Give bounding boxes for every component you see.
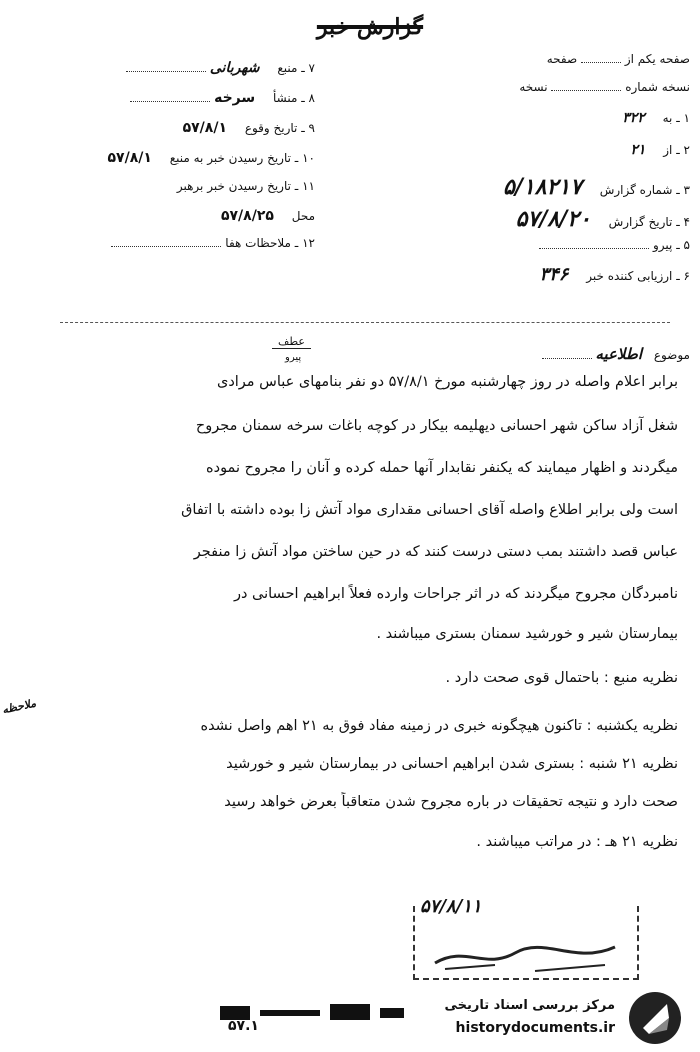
header-field-copy-number: نسخه شماره نسخه xyxy=(519,80,690,94)
body-line: نامبردگان مجروح میگردند که در اثر جراحات وارده فعلاً ابراهیم احسانی در xyxy=(233,586,678,602)
header-field-leader-receive-date: ۱۱ ـ تاریخ رسیدن خبر برهبر xyxy=(176,179,315,193)
body-line: برابر اعلام واصله در روز چهارشنبه مورخ ۵۷/۸/۱ دو نفر بنامهای عباس مرادی xyxy=(216,374,678,390)
peyro-label: پیرو xyxy=(285,352,302,363)
header-field-source-receive-date: ۱۰ ـ تاریخ رسیدن خبر به منبع ۵۷/۸/۱ xyxy=(107,150,315,166)
body-line: میگردند و اظهار میمایند که یکنفر نقابدار آنها حمله کرده و آنان را مجروح نموده xyxy=(206,460,678,476)
watermark-url: historydocuments.ir xyxy=(455,1020,615,1036)
analyst-note-line: صحت دارد و نتیجه تحقیقات در باره مجروح شدن متعاقباً بعرض خواهد رسید xyxy=(224,794,678,810)
archive-logo-icon xyxy=(627,990,683,1046)
header-field-evaluator: ۶ ـ ارزیابی کننده خبر ۳۴۶ xyxy=(539,264,690,285)
header-field-page: صفحه یکم از صفحه xyxy=(546,52,690,66)
watermark xyxy=(395,990,695,1045)
header-field-from: ۲ ـ از ۲۱ xyxy=(630,142,690,158)
header-field-remarks: ۱۲ ـ ملاحظات هفا xyxy=(5,236,315,250)
body-line: عباس قصد داشتند بمب دستی درست کنند که در حین ساختن مواد آتش زا منفجر xyxy=(193,544,678,560)
header-field-followup: ۵ ـ پیرو xyxy=(390,238,690,252)
stamp-date: ۵۷/۸/۱۱ xyxy=(420,896,482,917)
header-field-event-date: ۹ ـ تاریخ وقوع ۵۷/۸/۱ xyxy=(182,120,315,136)
atf-label: عطف xyxy=(272,335,311,349)
analyst-note-line: نظریه ۲۱ شنبه : بستری شدن ابراهیم احسانی در بیمارستان شیر و خورشید xyxy=(226,756,678,772)
body-line: است ولی برابر اطلاع واصله آقای احسانی مقداری مواد آتش زا بوده داشته با اتفاق xyxy=(181,502,678,518)
header-field-origin: ۸ ـ منشأ سرخه xyxy=(5,90,315,106)
header-field-to: ۱ ـ به ۳۲۲ xyxy=(622,110,690,126)
margin-handwriting: ملاحظه xyxy=(1,696,38,717)
header-field-report-date: ۴ ـ تاریخ گزارش ۵۷/۸/۲۰ xyxy=(515,206,690,232)
body-line: بیمارستان شیر و خورشید سمنان بستری میباشند . xyxy=(376,626,678,642)
body-line: شغل آزاد ساکن شهر احسانی دیهلیمه بیکار در کوچه باغات سرخه سمنان مجروح xyxy=(195,418,678,434)
footer-code: ۵۷.۱ xyxy=(228,1018,259,1034)
header-field-report-number: ۳ ـ شماره گزارش ۵/۱۸۲۱۷ xyxy=(502,174,690,200)
analyst-note-line: نظریه ۲۱ هـ : در مراتب میباشند . xyxy=(476,834,678,850)
header-field-source: ۷ ـ منبع شهربانی xyxy=(5,60,315,76)
watermark-text: مرکز بررسی اسناد تاریخی xyxy=(444,998,615,1013)
source-opinion: نظریه منبع : باحتمال قوی صحت دارد . xyxy=(445,670,678,686)
analyst-note-line: نظریه یکشنبه : تاکنون هیچگونه خبری در زمینه مفاد فوق به ۲۱ اهم واصل نشده xyxy=(200,718,678,734)
header-field-place: محل ۵۷/۸/۲۵ xyxy=(220,208,315,224)
subject-row: موضوع اطلاعیه xyxy=(460,345,690,363)
stamp-scribble xyxy=(425,935,625,975)
document-title: گزارش خبر xyxy=(316,14,424,40)
header-separator xyxy=(60,322,670,323)
